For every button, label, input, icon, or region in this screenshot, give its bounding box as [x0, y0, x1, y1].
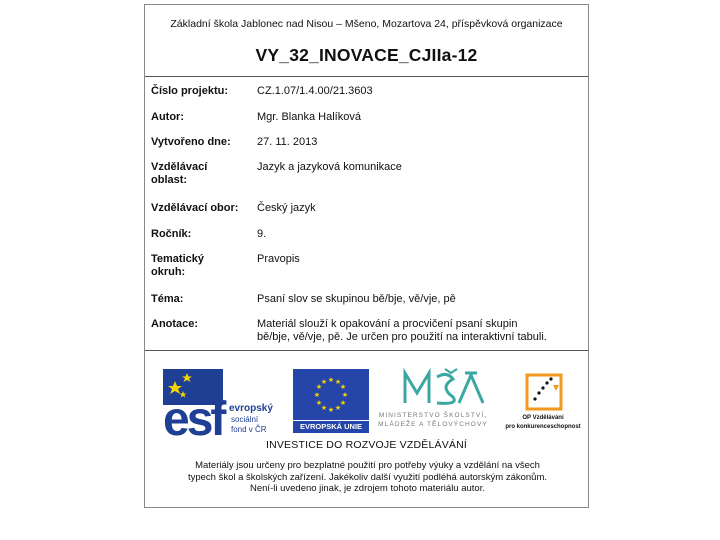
- title-page: [144, 4, 589, 508]
- svg-text:★: ★: [315, 399, 323, 407]
- svg-text:★: ★: [327, 406, 335, 414]
- row-label-line: oblast:: [151, 174, 188, 186]
- row-label: [151, 161, 251, 187]
- svg-text:★: ★: [313, 391, 321, 399]
- row-value: [257, 318, 579, 344]
- esf-line-1: evropský: [229, 403, 273, 414]
- svg-text:★: ★: [320, 378, 328, 386]
- row-value: CZ.1.07/1.4.00/21.3603: [257, 85, 373, 97]
- row-label: Téma:: [151, 293, 184, 305]
- row-value-line: bě/bje, vě/vje, pě. Je určen pro použití na interaktivní tabuli.: [257, 331, 547, 343]
- row-value: Pravopis: [257, 253, 300, 265]
- op-line-2: pro konkurenceschopnost: [505, 424, 581, 430]
- divider: [145, 76, 588, 77]
- msmt-logo: [371, 365, 495, 441]
- row-value: Český jazyk: [257, 202, 316, 214]
- msmt-line-2: MLÁDEŽE A TĚLOVÝCHOVY: [378, 421, 488, 428]
- msmt-text: [371, 411, 495, 429]
- row-label: Vzdělávací obor:: [151, 202, 239, 214]
- footer-line-1: Materiály jsou určeny pro bezplatné použití pro potřeby výuky a vzdělání na všech: [195, 460, 540, 471]
- esf-logo-graphic: [159, 367, 275, 439]
- row-value: Psaní slov se skupinou bě/bje, vě/vje, pě: [257, 293, 456, 305]
- row-value-line: Materiál slouží k opakování a procvičení psaní skupin: [257, 318, 518, 330]
- svg-text:★: ★: [320, 404, 328, 412]
- op-logo: [505, 371, 581, 439]
- row-label: Ročník:: [151, 228, 192, 240]
- svg-text:★: ★: [334, 404, 342, 412]
- esf-logo: [159, 367, 275, 439]
- row-label: Autor:: [151, 111, 184, 123]
- divider: [145, 350, 588, 351]
- footer-line-2: typech škol a školských zařízení. Jakékoliv další využití podléhá autorským zákonům.: [187, 471, 548, 483]
- eu-label: EVROPSKÁ UNIE: [293, 421, 369, 433]
- esf-line-2: sociální: [231, 415, 259, 424]
- material-code: VY_32_INOVACE_CJIIa-12: [255, 45, 478, 65]
- msmt-line-1: MINISTERSTVO ŠKOLSTVÍ,: [378, 412, 488, 419]
- row-label-line: Vzdělávací: [151, 161, 208, 173]
- eu-flag-icon: [293, 369, 369, 420]
- svg-text:★: ★: [327, 376, 335, 384]
- row-value: Jazyk a jazyková komunikace: [257, 161, 402, 173]
- esf-line-3: fond v ČR: [231, 425, 267, 434]
- footer-note: [159, 460, 576, 495]
- op-line-1: OP Vzdělávání: [522, 415, 564, 421]
- row-value: Mgr. Blanka Halíková: [257, 111, 361, 123]
- row-value: 27. 11. 2013: [257, 136, 318, 148]
- row-label: Anotace:: [151, 318, 199, 330]
- footer-line-3: Není-li uvedeno jinak, je zdrojem tohoto materiálu autor.: [250, 483, 485, 494]
- svg-text:★: ★: [341, 391, 349, 399]
- row-label: [151, 253, 251, 279]
- investice-slogan: INVESTICE DO ROZVOJE VZDĚLÁVÁNÍ: [265, 439, 468, 451]
- eu-logo: [293, 369, 369, 433]
- row-value: 9.: [257, 228, 267, 240]
- esf-word: esf: [163, 393, 224, 439]
- svg-text:★: ★: [339, 383, 347, 391]
- row-label: Vytvořeno dne:: [151, 136, 231, 148]
- eu-stars-icon: [293, 369, 369, 420]
- svg-text:★: ★: [334, 378, 342, 386]
- svg-text:★: ★: [315, 383, 323, 391]
- row-label: Číslo projektu:: [151, 85, 229, 97]
- row-label-line: okruh:: [151, 266, 186, 278]
- logo-strip: [145, 363, 588, 443]
- svg-text:★: ★: [339, 399, 347, 407]
- op-arrow-icon: [505, 371, 581, 415]
- school-name: Základní škola Jablonec nad Nisou – Mšeno, Mozartova 24, příspěvková organizace: [170, 18, 563, 30]
- msmt-mark-icon: [371, 365, 495, 411]
- row-label-line: Tematický: [151, 253, 204, 265]
